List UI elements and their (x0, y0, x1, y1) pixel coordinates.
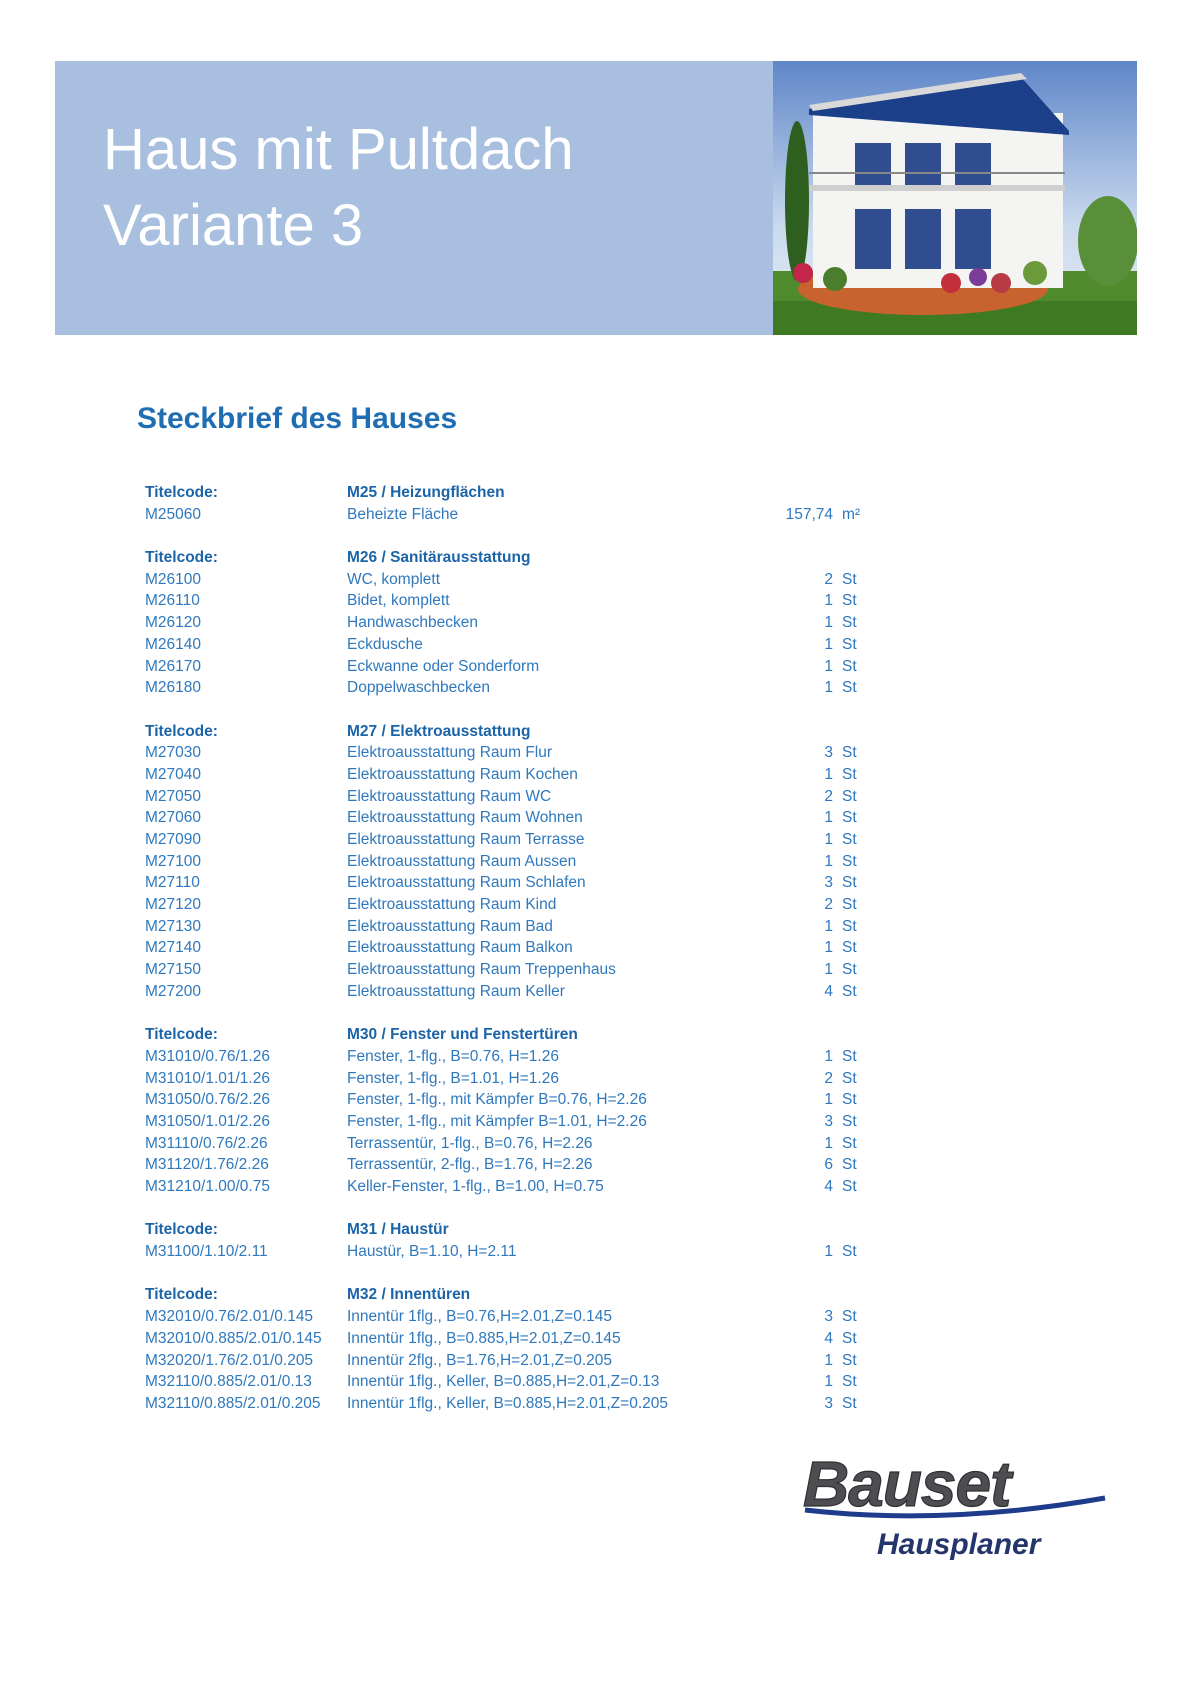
spec-row (145, 807, 865, 829)
spec-row (145, 937, 865, 959)
logo-brand: Bauset (803, 1448, 1011, 1520)
item-description: Elektroausstattung Raum Bad (347, 917, 553, 935)
item-code: M26100 (145, 570, 202, 588)
item-description: WC, komplett (347, 570, 441, 588)
item-description: Elektroausstattung Raum Balkon (347, 939, 573, 957)
item-unit: St (842, 1329, 857, 1347)
item-unit: St (842, 852, 857, 870)
spec-row (145, 1111, 865, 1133)
item-description: Eckwanne oder Sonderform (347, 657, 540, 675)
item-code: M32020/1.76/2.01/0.205 (145, 1351, 314, 1369)
item-quantity: 1 (824, 1243, 833, 1261)
item-quantity: 1 (824, 809, 833, 827)
group-header (145, 547, 865, 569)
item-unit: St (842, 1178, 857, 1195)
spec-group (145, 1219, 865, 1262)
spec-row (145, 1089, 865, 1111)
item-quantity: 3 (824, 1394, 833, 1412)
item-code: M27050 (145, 787, 202, 805)
item-quantity: 3 (824, 1112, 833, 1130)
group-label: Titelcode: (145, 484, 218, 501)
item-code: M32010/0.885/2.01/0.145 (145, 1329, 322, 1347)
item-description: Innentür 1flg., Keller, B=0.885,H=2.01,Z=0.205 (347, 1394, 668, 1412)
page-title (103, 112, 574, 264)
item-code: M27130 (145, 917, 202, 935)
item-quantity: 1 (824, 1134, 833, 1152)
item-quantity: 1 (824, 614, 833, 632)
item-description: Fenster, 1-flg., mit Kämpfer B=1.01, H=2.26 (347, 1112, 647, 1130)
group-header (145, 1284, 865, 1306)
item-unit: St (842, 874, 857, 892)
spec-row (145, 1350, 865, 1372)
item-quantity: 1 (824, 917, 833, 935)
item-code: M27200 (145, 982, 202, 1000)
item-quantity: 2 (824, 787, 833, 805)
item-quantity: 4 (824, 1178, 833, 1195)
spec-group (145, 547, 865, 699)
item-description: Eckdusche (347, 635, 423, 653)
group-header (145, 1219, 865, 1241)
group-label: Titelcode: (145, 1286, 218, 1304)
spec-row (145, 1046, 865, 1068)
item-quantity: 4 (824, 1329, 833, 1347)
item-code: M27110 (145, 874, 200, 892)
group-label: Titelcode: (145, 1221, 218, 1239)
spec-row (145, 742, 865, 764)
item-code: M27150 (145, 961, 202, 979)
item-quantity: 1 (824, 657, 833, 675)
group-header (145, 721, 865, 743)
item-code: M26140 (145, 635, 202, 653)
item-code: M25060 (145, 505, 202, 523)
item-unit: St (842, 961, 857, 979)
item-description: Keller-Fenster, 1-flg., B=1.00, H=0.75 (347, 1178, 604, 1195)
item-quantity: 1 (824, 831, 833, 848)
item-quantity: 1 (824, 1091, 833, 1109)
item-code: M31120/1.76/2.26 (145, 1156, 269, 1174)
item-unit: St (842, 1047, 857, 1065)
bauset-logo (795, 1440, 1115, 1570)
spec-row (145, 786, 865, 808)
item-quantity: 2 (824, 1069, 833, 1087)
group-title: M31 / Haustür (347, 1221, 449, 1239)
item-description: Innentür 2flg., B=1.76,H=2.01,Z=0.205 (347, 1351, 612, 1369)
item-quantity: 1 (824, 939, 833, 957)
page-title-line-2: Variante 3 (103, 193, 364, 258)
item-description: Innentür 1flg., Keller, B=0.885,H=2.01,Z=0.13 (347, 1373, 660, 1391)
spec-row (145, 677, 865, 699)
item-code: M27100 (145, 852, 202, 870)
spec-row (145, 1306, 865, 1328)
spec-row (145, 894, 865, 916)
page-title-line-1: Haus mit Pultdach (103, 117, 574, 182)
item-quantity: 1 (824, 765, 833, 783)
item-description: Fenster, 1-flg., mit Kämpfer B=0.76, H=2.26 (347, 1091, 647, 1109)
item-description: Beheizte Fläche (347, 505, 459, 523)
item-description: Elektroausstattung Raum Kind (347, 896, 557, 914)
spec-row (145, 1241, 865, 1263)
item-unit: St (842, 1156, 857, 1174)
group-header (145, 1024, 865, 1046)
item-description: Elektroausstattung Raum Keller (347, 982, 565, 1000)
item-quantity: 3 (824, 874, 833, 892)
spec-row (145, 981, 865, 1003)
bauset-logo-graphic (795, 1440, 1115, 1570)
group-label: Titelcode: (145, 549, 218, 567)
spec-row (145, 569, 865, 591)
item-description: Doppelwaschbecken (347, 679, 491, 697)
house-photo-illustration (773, 61, 1137, 335)
spec-group (145, 1284, 865, 1414)
item-description: Elektroausstattung Raum Schlafen (347, 874, 586, 892)
item-unit: St (842, 1243, 857, 1261)
spec-row (145, 1176, 865, 1198)
group-label: Titelcode: (145, 1026, 218, 1044)
item-description: Handwaschbecken (347, 614, 478, 632)
item-description: Fenster, 1-flg., B=0.76, H=1.26 (347, 1047, 559, 1065)
item-quantity: 1 (824, 679, 833, 697)
group-title: M27 / Elektroausstattung (347, 722, 531, 740)
item-quantity: 4 (824, 982, 833, 1000)
spec-row (145, 656, 865, 678)
item-unit: St (842, 982, 857, 1000)
spec-row (145, 872, 865, 894)
item-unit: St (842, 896, 857, 914)
item-quantity: 1 (824, 1373, 833, 1391)
item-unit: St (842, 831, 857, 848)
item-description: Elektroausstattung Raum Wohnen (347, 809, 583, 827)
spec-group (145, 1024, 865, 1198)
item-description: Terrassentür, 1-flg., B=0.76, H=2.26 (347, 1134, 593, 1152)
item-unit: m² (842, 505, 861, 523)
item-description: Elektroausstattung Raum Treppenhaus (347, 961, 616, 979)
spec-group (145, 482, 865, 525)
item-code: M27030 (145, 744, 202, 762)
item-unit: St (842, 1351, 857, 1369)
item-unit: St (842, 917, 857, 935)
item-code: M27090 (145, 831, 202, 848)
item-description: Elektroausstattung Raum Kochen (347, 765, 578, 783)
item-unit: St (842, 657, 857, 675)
group-title: M32 / Innentüren (347, 1286, 471, 1304)
spec-row (145, 1393, 865, 1415)
spec-row (145, 634, 865, 656)
item-description: Elektroausstattung Raum Flur (347, 744, 553, 762)
specification-list (145, 482, 865, 1436)
item-unit: St (842, 614, 857, 632)
item-code: M31050/1.01/2.26 (145, 1112, 270, 1130)
item-unit: St (842, 1112, 857, 1130)
item-quantity: 2 (824, 570, 833, 588)
item-unit: St (842, 787, 857, 805)
item-unit: St (842, 592, 857, 610)
spec-row (145, 612, 865, 634)
spec-row (145, 764, 865, 786)
group-title: M30 / Fenster und Fenstertüren (347, 1026, 578, 1044)
group-title: M25 / Heizungflächen (347, 484, 505, 501)
item-unit: St (842, 765, 857, 783)
item-code: M31010/0.76/1.26 (145, 1047, 270, 1065)
group-header (145, 482, 865, 504)
item-unit: St (842, 1134, 857, 1152)
item-description: Innentür 1flg., B=0.76,H=2.01,Z=0.145 (347, 1308, 612, 1326)
item-code: M27060 (145, 809, 202, 827)
item-code: M26170 (145, 657, 202, 675)
item-quantity: 157,74 (785, 505, 833, 523)
item-description: Elektroausstattung Raum WC (347, 787, 552, 805)
item-unit: St (842, 1091, 857, 1109)
spec-row (145, 1154, 865, 1176)
item-quantity: 1 (824, 635, 833, 653)
item-code: M27120 (145, 896, 202, 914)
item-quantity: 3 (824, 1308, 833, 1326)
spec-group (145, 721, 865, 1003)
logo-tagline: Hausplaner (877, 1528, 1041, 1561)
item-description: Terrassentür, 2-flg., B=1.76, H=2.26 (347, 1156, 593, 1174)
item-unit: St (842, 1373, 857, 1391)
item-unit: St (842, 570, 857, 588)
item-description: Elektroausstattung Raum Terrasse (347, 831, 585, 848)
item-unit: St (842, 939, 857, 957)
item-description: Fenster, 1-flg., B=1.01, H=1.26 (347, 1069, 559, 1087)
group-label: Titelcode: (145, 722, 218, 740)
item-quantity: 1 (824, 592, 833, 610)
item-description: Innentür 1flg., B=0.885,H=2.01,Z=0.145 (347, 1329, 621, 1347)
item-unit: St (842, 1394, 857, 1412)
item-quantity: 1 (824, 1047, 833, 1065)
item-description: Elektroausstattung Raum Aussen (347, 852, 577, 870)
spec-row (145, 916, 865, 938)
spec-row (145, 590, 865, 612)
item-quantity: 2 (824, 896, 833, 914)
spec-row (145, 851, 865, 873)
item-unit: St (842, 635, 857, 653)
item-code: M27140 (145, 939, 202, 957)
item-unit: St (842, 1308, 857, 1326)
item-code: M26120 (145, 614, 202, 632)
item-code: M31050/0.76/2.26 (145, 1091, 270, 1109)
item-quantity: 1 (824, 961, 833, 979)
item-quantity: 3 (824, 744, 833, 762)
spec-row (145, 1068, 865, 1090)
item-quantity: 1 (824, 1351, 833, 1369)
item-description: Bidet, komplett (347, 592, 450, 610)
house-photo (773, 61, 1137, 335)
section-title: Steckbrief des Hauses (137, 402, 458, 435)
item-code: M32110/0.885/2.01/0.205 (145, 1394, 321, 1412)
item-code: M31110/0.76/2.26 (145, 1134, 268, 1152)
item-unit: St (842, 679, 857, 697)
spec-row (145, 1133, 865, 1155)
item-code: M31010/1.01/1.26 (145, 1069, 270, 1087)
item-unit: St (842, 1069, 857, 1087)
item-description: Haustür, B=1.10, H=2.11 (347, 1243, 517, 1261)
item-code: M32010/0.76/2.01/0.145 (145, 1308, 314, 1326)
item-code: M26110 (145, 592, 200, 610)
spec-row (145, 829, 865, 851)
item-unit: St (842, 744, 857, 762)
spec-row (145, 1371, 865, 1393)
item-unit: St (842, 809, 857, 827)
item-code: M32110/0.885/2.01/0.13 (145, 1373, 312, 1391)
spec-row (145, 1328, 865, 1350)
item-code: M27040 (145, 765, 202, 783)
group-title: M26 / Sanitärausstattung (347, 549, 531, 567)
item-code: M31100/1.10/2.11 (145, 1243, 268, 1261)
item-code: M31210/1.00/0.75 (145, 1178, 270, 1195)
item-code: M26180 (145, 679, 202, 697)
item-quantity: 1 (824, 852, 833, 870)
spec-row (145, 504, 865, 526)
item-quantity: 6 (824, 1156, 833, 1174)
spec-row (145, 959, 865, 981)
